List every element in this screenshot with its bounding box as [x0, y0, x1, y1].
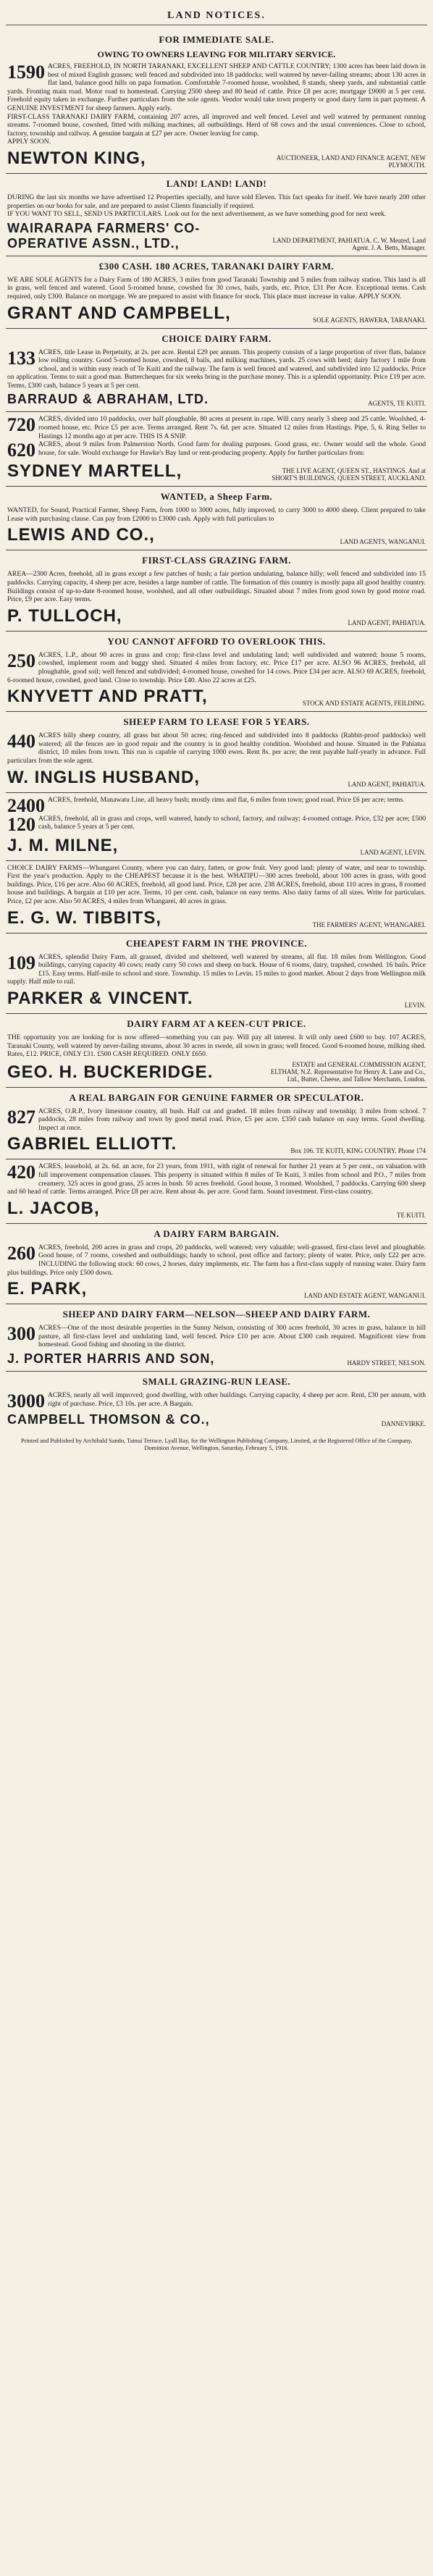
agent-address: LAND AGENTS, WANGANUI.: [340, 538, 426, 546]
agent-address: Box 106. TE KUITI, KING COUNTRY. Phone 174: [290, 1147, 426, 1155]
acreage-figure: 250: [7, 650, 35, 671]
agent-address: THE LIVE AGENT, QUEEN ST., HASTINGS. And at SHORT'S BUILDINGS, QUEEN STREET, AUCKLAND.: [272, 467, 426, 482]
acreage-figure: 440: [7, 731, 35, 752]
acreage-figure: 3000: [7, 1390, 45, 1411]
ad-body: [7, 864, 426, 906]
agent-signature: [7, 1279, 426, 1299]
ad-body: [7, 651, 426, 684]
agent-signature: [7, 303, 426, 324]
agent-name: LEWIS AND CO.,: [7, 525, 155, 545]
ad-subhead: £300 CASH. 180 ACRES, TARANAKI DAIRY FARM.: [98, 260, 335, 272]
ad-body: [7, 276, 426, 301]
advertisement: [6, 329, 427, 413]
ad-text: WANTED, for Sound, Practical Farmer, Sheep Farm, from 1000 to 3000 acres, fully improved, to carry 3000 to 4000 sheep. Client prepared to take Lease with purchasing clause. Can pay from £2000 to £3000 cash. Apply with full particulars to: [7, 506, 426, 523]
agent-signature: [7, 908, 426, 928]
agent-signature: [7, 1199, 426, 1219]
acreage-figure: 2400: [7, 794, 45, 816]
ad-text: ACRES, title Lease in Perpetuity, at 2s. per acre. Rental £29 per annum. This property consists of a large proportion of river flats, balance low rolling country. Good 5-roomed house, cowshed, 8 bails, and milking machines, yards. 25 cows with herd; dairy factory 1 mile from school, and is within easy reach of Te Kuiti and the railway. The farm is well fenced and watered, and subdivided into 12 paddocks. Price on application. Terms to suit a good man. Buttercheques for six weeks bring in the purchase money. This is a splendid opportunity. Price £19 per acre. Terms, £300 cash, balance 5 years at 5 per cent.: [7, 348, 426, 390]
agent-address: LAND AND ESTATE AGENT, WANGANUI.: [304, 1292, 426, 1300]
ad-text: ACRES—One of the most desirable properties in the Sunny Nelson, consisting of 300 acres freehold, 30 acres in grass, balance in hill pasture, all first-class level and undulating land, well fenced. Price £10 per acre. About £300 cash required. Magnificent view from homestead. Good fishing and shooting in the district.: [38, 1324, 426, 1349]
agent-address: TE KUITI.: [397, 1211, 426, 1219]
advertisement: [6, 1372, 427, 1432]
agent-signature: [7, 221, 426, 251]
ad-subhead: DAIRY FARM AT A KEEN-CUT PRICE.: [127, 1018, 306, 1029]
advertisement: [6, 712, 427, 792]
ad-text: ACRES, freehold, all in grass and crops, well watered, handy to school, factory, and railway; 4-roomed cottage. Price, £32 per acre; £500 cash, balance 5 years at 5 per cent.: [38, 814, 426, 831]
advertisement: [6, 487, 427, 550]
ad-subhead: CHEAPEST FARM IN THE PROVINCE.: [125, 937, 308, 949]
acreage-figure: 133: [7, 347, 35, 369]
agent-name: CAMPBELL THOMSON & CO.,: [7, 1412, 210, 1427]
acreage-figure: 827: [7, 1106, 35, 1128]
ad-text: DURING the last six months we have advertised 12 Properties specially, and have sold Eleven. This fact speaks for itself. We have nearly 200 other properties on our books for sale, and are prepared to assist Clients financially if required. IF YOU WANT TO SELL, SEND US PARTICULARS. Look out for the next advertisement, as we have something good for next week.: [7, 193, 426, 219]
ad-text: ACRES, leasehold, at 2s. 6d. an acre, for 23 years, from 1911, with right of renewal for further 21 years at 5 per cent., on valuation with full improvement compensation clauses. This property is situated within 8 miles of Te Kuiti, 3 miles from school and P.O., 7 miles from creamery, 325 acres in good grass, 25 acres in bush. 50 acres freehold. Good house, 3 roomed. Woolshed, 7 paddocks. Carrying 600 sheep and 60 head of cattle. Terms arranged. Price £8 per acre. Rent about 4s. per acre. Good farm. Sound investment. First-class country.: [7, 1162, 426, 1196]
ad-text: ACRES, freehold, 200 acres in grass and crops, 20 paddocks, well watered; very valuable; well-grassed, first-class level and ploughable. Good house, of 7 rooms, cowshed and outbuildings; handy to school, post office and factory; plenty of water. Price, only £22 per acre. INCLUDING the following stock: 60 cows, 2 horses, dairy implements, etc. The farm has a first-class supply of running water. Dairy farm plus buildings. Price only £500 down.: [7, 1243, 426, 1277]
agent-signature: [7, 687, 426, 707]
ad-subhead: FOR IMMEDIATE SALE.: [159, 34, 274, 45]
advertisement: [6, 1159, 427, 1223]
ad-body: [7, 1243, 426, 1277]
agent-address: ESTATE and GENERAL COMMISSION AGENT, ELTHAM, N.Z. Representative for Henry A. Lane and Co., Ltd., Butter, Cheese, and Tallow Merchants, London.: [270, 1060, 426, 1083]
ad-body: [7, 1324, 426, 1349]
ad-subhead: LAND! LAND! LAND!: [166, 177, 267, 189]
agent-name: SYDNEY MARTELL,: [7, 461, 182, 482]
agent-name: P. TULLOCH,: [7, 605, 122, 626]
agent-signature: [7, 1351, 426, 1367]
ad-body: [7, 815, 426, 834]
agent-name: PARKER & VINCENT.: [7, 988, 193, 1008]
agent-signature: [7, 461, 426, 482]
ad-text: ACRES hilly sheep country, all grass but about 50 acres; ring-fenced and subdivided into 8 paddocks (Rabbit-proof paddocks) well watered; all the fences are in good repair and the country is in good healthy condition. Woolshed and house. Situated in the Pahiatua district, 10 miles from town. This run is capable of carrying 1000 ewes. Rent 8s. per acre; the rent payable half-yearly in advance. Full particulars from the sole agent.: [7, 731, 426, 765]
advertisement: [6, 934, 427, 1014]
agent-signature: [7, 1412, 426, 1427]
ad-body: [7, 1033, 426, 1059]
acreage-figure: 420: [7, 1162, 35, 1183]
agent-signature: [7, 1061, 426, 1083]
acreage-figure: 1590: [7, 62, 45, 83]
advertisement: [6, 256, 427, 329]
agent-address: THE FARMERS' AGENT, WHANGAREI.: [312, 920, 426, 928]
ad-subhead: CHOICE DAIRY FARM.: [161, 332, 272, 344]
ad-subhead: SHEEP AND DAIRY FARM—NELSON—SHEEP AND DAIRY FARM.: [62, 1309, 371, 1320]
agent-address: LAND AGENT, PAHIATUA.: [348, 618, 426, 626]
acreage-figure: 300: [7, 1323, 35, 1345]
ad-text: ACRES, divided into 10 paddocks, over half ploughable, 80 acres at present in rape. Will carry nearly 3 sheep and 25 cattle. Woolshed, 4-roomed house, etc. Price £5 per acre. Terms arranged. Rent 7s. 6d. per acre. Situated 12 miles from Hastings. Pipe, 5, 6. Ring Seller to Hastings 12 months ago at per acre. THIS IS A SNIP.: [38, 415, 426, 440]
advertisement: [6, 1304, 427, 1372]
agent-signature: [7, 525, 426, 545]
agent-signature: [7, 606, 426, 626]
acreage-figure: 720: [7, 414, 35, 436]
agent-signature: [7, 148, 426, 169]
ad-text: WE ARE SOLE AGENTS for a Dairy Farm of 180 ACRES, 3 miles from good Taranaki Township and 5 miles from railway station. This land is all in grass, well fenced and watered. Good 5-roomed house, cowshed for 30 cows, bails, yards, etc. Price, £31 Per Acre. Exceptional terms. Cash required, only £300. Balance on mortgage. We are prepared to assist with finance for stock. This place must increase in value. APPLY SOON.: [7, 275, 426, 301]
agent-name: J. M. MILNE,: [7, 835, 119, 855]
ad-body: [7, 1391, 426, 1410]
agent-name: BARRAUD & ABRAHAM, LTD.: [7, 392, 209, 407]
agent-signature: [7, 1134, 426, 1154]
agent-name: L. JACOB,: [7, 1198, 100, 1218]
ad-subhead: FIRST-CLASS GRAZING FARM.: [142, 555, 291, 566]
printer-imprint: Printed and Published by Archibald Sando, Tainui Terrace, Lyall Bay, for the Wellington Publishing Company, Limited, at the Registered Office of the Company, Dominion Avenue, Wellington, Saturday, February 5, 1916.: [20, 1438, 413, 1451]
ad-text: ACRES, about 9 miles from Palmerston North. Good farm for dealing purposes. Good grass, etc. Owner would sell the whole. Good house, for sale. Would exchange for Hawke's Bay land or rent-producing property. Apply for further particulars from:: [38, 440, 426, 457]
ad-body: [7, 348, 426, 390]
ad-subhead: A REAL BARGAIN FOR GENUINE FARMER OR SPECULATOR.: [69, 1091, 364, 1103]
ad-text: ACRES, O.R.P., Ivory limestone country, all bush. Half cut and graded. 18 miles from railway and township; 3 miles from school. 7 paddocks, 28 miles from railway and town by good metal road. Price, £5 per acre. £350 cash balance on easy terms. Good dwelling. Inspect at once.: [38, 1107, 426, 1132]
ad-text: ACRES, L.P., about 90 acres in grass and crop; first-class level and undulating land; well subdivided and watered; house 5 rooms, cowshed, implement room and buggy shed. Situated 4 miles from factory, etc. Price £17 per acre. ALSO 96 ACRES, freehold, all ploughable, good soil; well fenced and subdivided; 4-roomed house, cowshed for 14 cows. Price £34 per acre. ALSO 69 ACRES, freehold, 6-roomed house, cowshed, good land. Close to township. Price £40. Also 22 acres at £25.: [7, 650, 426, 684]
advertisement: [6, 1088, 427, 1160]
advertisement: [6, 174, 427, 256]
agent-address: AGENTS, TE KUITI.: [368, 400, 426, 408]
agent-address: HARDY STREET, NELSON.: [347, 1359, 426, 1367]
ad-subhead: WANTED, a Sheep Farm.: [160, 491, 273, 503]
ad-body: [7, 415, 426, 440]
ad-body: [7, 62, 426, 146]
ad-subhead: SHEEP FARM TO LEASE FOR 5 YEARS.: [123, 716, 310, 728]
agent-name: J. PORTER HARRIS AND SON,: [7, 1351, 215, 1366]
ad-text: THE opportunity you are looking for is now offered—something you can pay. Will pay all interest. It will only need £600 to buy. 107 ACRES, Taranaki County, well watered by never-failing streams, about 30 acres in swede, all sown in grass; well fenced. Good 6-roomed house, milking shed. Rates, £12. PRICE, ONLY £31. £500 CASH REQUIRED. ONLY £650.: [7, 1033, 426, 1059]
advertisement: [6, 30, 427, 174]
ad-text: CHOICE DAIRY FARMS—Whangarei County, where you can dairy, fatten, or grow fruit. Very good land; plenty of water, and near to township. First the year's production. Apply to the CHEAPEST because it is the best. WHATIPU—300 acres freehold, about 100 acres in grass, with good buildings. Price, £16 per acre. Also 60 ACRES, freehold, all good land. Price, £28 per acre. 238 ACRES, freehold, about 110 acres in grass, 8 roomed house and buildings. A bargain at £10 per acre. Terms, 10 per cent. cash, balance on easy terms. Also dairy farms of all sizes. Write for particulars. Price, £2 per acre. Also 50 ACRES, 4 miles from Whangarei, 40 acres in grass.: [7, 863, 426, 905]
ad-body: [7, 570, 426, 603]
ad-text: ACRES, FREEHOLD, IN NORTH TARANAKI, EXCELLENT SHEEP AND CATTLE COUNTRY; 1300 acres has been laid down in best of mixed English grasses; well fenced and subdivided into 18 paddocks; well watered by never-failing streams; about 130 acres in flat land, balance good hills on papa formation. Comfortable 7-roomed house, woolshed, 8 stands, sheep yards, and substantial cattle yards. Fronting main road. Motor road to homestead. Carrying 2500 sheep and 80 head of cattle. Price £8 per acre; mortgage £9000 at 5 per cent. Freehold equity taken in exchange. Further particulars from the sole agents. Vendor would take town property or good dairy farm in part payment. A GENUINE INVESTMENT for sheep farmers. Apply early. FIRST-CLASS TARANAKI DAIRY FARM, containing 207 acres, all improved and well fenced. Level and well watered by permanent running streams. 7-roomed house, cowshed, fitted with milking machines, all outbuildings. Herd of 68 cows and the usual conveniences. Close to school, factory, township and railway. A genuine bargain at £27 per acre. Owner leaving for camp. APPLY SOON.: [7, 62, 426, 146]
agent-name: GRANT AND CAMPBELL,: [7, 303, 231, 323]
agent-name: NEWTON KING,: [7, 148, 146, 168]
advertisement: [6, 1014, 427, 1088]
ad-body: [7, 1107, 426, 1133]
agent-address: LEVIN.: [404, 1001, 426, 1009]
agent-address: STOCK AND ESTATE AGENTS, FEILDING.: [302, 700, 426, 708]
ad-body: [7, 953, 426, 986]
agent-address: LAND AGENT, LEVIN.: [360, 848, 426, 856]
ad-body: [7, 796, 426, 815]
advertisement: [6, 550, 427, 631]
advertisement: [6, 632, 427, 712]
ad-subhead: SMALL GRAZING-RUN LEASE.: [142, 1376, 291, 1387]
agent-address: AUCTIONEER, LAND AND FINANCE AGENT, NEW PLYMOUTH.: [276, 154, 426, 169]
ad-heading: OWING TO OWNERS LEAVING FOR MILITARY SERVICE.: [97, 49, 336, 59]
acreage-figure: 109: [7, 952, 35, 973]
ad-text: ACRES, nearly all well improved; good dwelling, with other buildings. Carrying capacity, 4 sheep per acre. Rent, £30 per annum, with right of purchase. Price, £3 10s. per acre. A Bargain.: [48, 1391, 426, 1408]
advertisement: [6, 861, 427, 934]
ad-subhead: A DAIRY FARM BARGAIN.: [154, 1228, 279, 1239]
ad-text: AREA—2300 Acres, freehold, all in grass except a few patches of bush; a fair portion undulating, balance hilly; well fenced and subdivided into 15 paddocks. Carrying capacity, 4 sheep per acre, besides a large number of cattle. The formation of this country is mostly papa all good healthy country. Buildings consist of up-to-date 8-roomed house, woolshed, and all other outbuildings. Situated about 7 miles from good town by good motor road. Price, £9 per acre. Easy terms.: [7, 570, 426, 604]
agent-signature: [7, 392, 426, 407]
land-notices-page: [6, 0, 427, 1452]
advertisement-list: [6, 30, 427, 1432]
acreage-figure: 620: [7, 440, 35, 461]
agent-address: LAND DEPARTMENT, PAHIATUA. C. W. Meated, Land Agent. J. A. Betts, Manager.: [272, 236, 426, 251]
agent-address: LAND AGENT, PAHIATUA.: [348, 780, 426, 788]
agent-name: E. G. W. TIBBITS,: [7, 907, 162, 928]
agent-signature: [7, 768, 426, 788]
ad-body: [7, 731, 426, 765]
advertisement: [6, 1224, 427, 1304]
agent-name: GEO. H. BUCKERIDGE.: [7, 1062, 214, 1082]
section-title: LAND NOTICES.: [6, 10, 427, 25]
agent-name: WAIRARAPA FARMERS' CO-OPERATIVE ASSN., LTD.,: [7, 220, 201, 251]
ad-text: ACRES, splendid Dairy Farm, all grassed, divided and sheltered, well watered by streams, all flat. 18 miles from Wellington. Good buildings, carrying capacity 40 cows; ready carry 50 cows and sheep on back. House of 6 rooms, dairy, trapshed, cowshed. 16 bails. Price £15. Easy terms. Half-mile to school and store. Township. 15 miles to Levin. 15 miles to good market. About 2 days from Wellington milk supply. Half mile to rail.: [7, 952, 426, 986]
acreage-figure: 120: [7, 813, 35, 835]
agent-address: SOLE AGENTS, HAWERA, TARANAKI.: [313, 316, 426, 324]
ad-body: [7, 506, 426, 523]
ad-body: [7, 193, 426, 219]
ad-body: [7, 1162, 426, 1196]
advertisement: [6, 412, 427, 487]
agent-signature: [7, 836, 426, 856]
agent-address: DANNEVIRKE.: [381, 1420, 426, 1427]
acreage-figure: 260: [7, 1242, 35, 1264]
agent-name: KNYVETT AND PRATT,: [7, 687, 208, 707]
ad-text: ACRES, freehold, Manawatu Line, all heavy bush; mostly rims and flat, 6 miles from town; good road. Price £6 per acre; terms.: [48, 795, 405, 804]
agent-signature: [7, 989, 426, 1009]
advertisement: [6, 793, 427, 861]
ad-subhead: YOU CANNOT AFFORD TO OVERLOOK THIS.: [107, 635, 326, 647]
ad-body: [7, 440, 426, 459]
agent-name: E. PARK,: [7, 1279, 88, 1299]
agent-name: GABRIEL ELLIOTT.: [7, 1134, 177, 1154]
agent-name: W. INGLIS HUSBAND,: [7, 767, 201, 787]
